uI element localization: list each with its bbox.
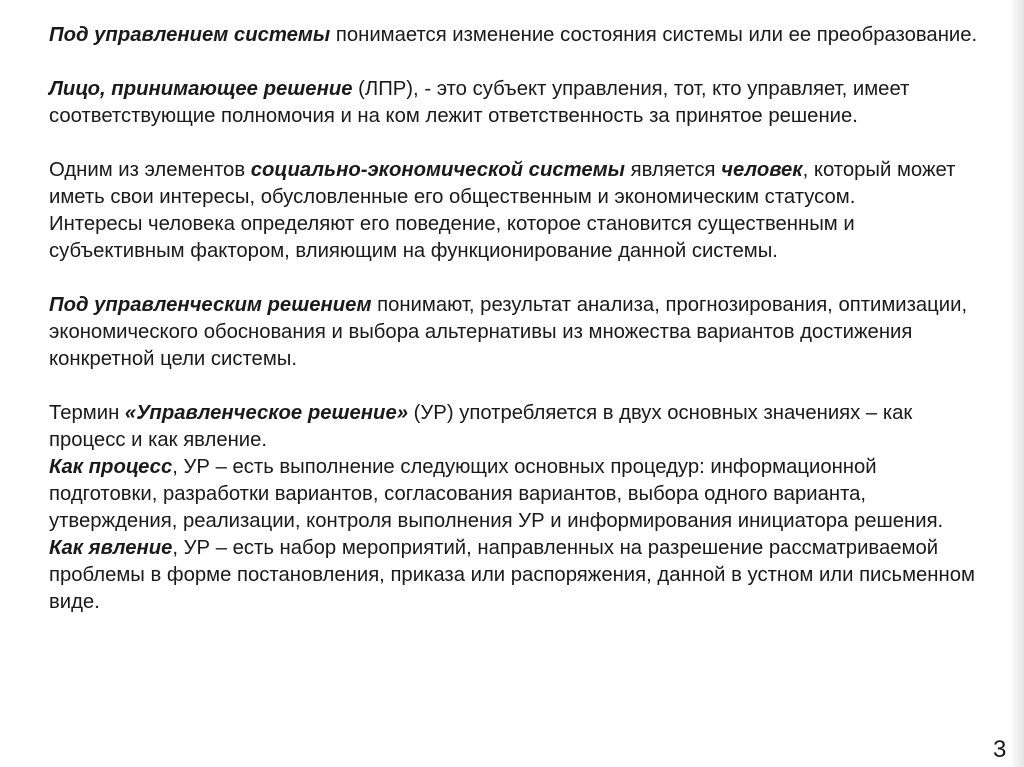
text-segment: (УР) употребляется в двух основных значениях – как процесс и как явление. xyxy=(49,402,913,451)
definition-decision-maker xyxy=(49,76,989,130)
paragraph-socio-economic-system xyxy=(49,157,989,211)
paragraph-human-interests xyxy=(49,211,989,265)
definition-text: (ЛПР), - это субъект управления, тот, кто управляет, имеет соответствующие полномочия и на ком лежит ответственность за принятое решение. xyxy=(49,78,910,127)
definition-management-decision xyxy=(49,292,989,373)
definition-text: понимают, результат анализа, прогнозирования, оптимизации, экономического обоснования и выбора альтернативы из множества вариантов достижения конкретной цели системы. xyxy=(49,294,968,370)
text-segment: Одним из элементов xyxy=(49,159,251,181)
text-segment: Термин xyxy=(49,402,125,424)
paragraph-term-meanings xyxy=(49,400,989,454)
term-system-management: Под управлением системы xyxy=(49,24,331,46)
paragraph-gap xyxy=(49,49,989,76)
text-segment: , УР – есть выполнение следующих основных процедур: информационной подготовки, разработки вариантов, согласования вариантов, выбора одного варианта, утверждения, реализации, контроля выполнения УР и информирования инициатора решения. xyxy=(49,456,944,532)
term-as-phenomenon: Как явление xyxy=(49,537,173,559)
term-management-decision: Под управленческим решением xyxy=(49,294,372,316)
text-segment: Интересы человека определяют его поведение, которое становится существенным и субъективным фактором, влияющим на функционирование данной системы. xyxy=(49,213,855,262)
definition-system-management xyxy=(49,22,989,49)
term-decision-maker: Лицо, принимающее решение xyxy=(49,78,353,100)
paragraph-gap xyxy=(49,373,989,400)
term-as-process: Как процесс xyxy=(49,456,173,478)
term-management-decision-quoted: «Управленческое решение» xyxy=(124,402,409,424)
text-segment: , УР – есть набор мероприятий, направленных на разрешение рассматриваемой проблемы в форме постановления, приказа или распоряжения, данной в устном или письменном виде. xyxy=(49,537,975,613)
term-human: человек xyxy=(721,159,803,181)
slide-content xyxy=(49,22,989,616)
page-number: 3 xyxy=(993,736,1007,763)
paragraph-gap xyxy=(49,130,989,157)
paragraph-as-process xyxy=(49,454,989,535)
page-edge-shadow xyxy=(1010,0,1024,767)
text-segment: является xyxy=(625,159,722,181)
text-segment: , который может иметь свои интересы, обусловленные его общественным и экономическим статусом. xyxy=(49,159,956,208)
term-socio-economic-system: социально-экономической системы xyxy=(250,159,625,181)
definition-text: понимается изменение состояния системы или ее преобразование. xyxy=(330,24,978,46)
paragraph-as-phenomenon xyxy=(49,535,989,616)
paragraph-gap xyxy=(49,265,989,292)
